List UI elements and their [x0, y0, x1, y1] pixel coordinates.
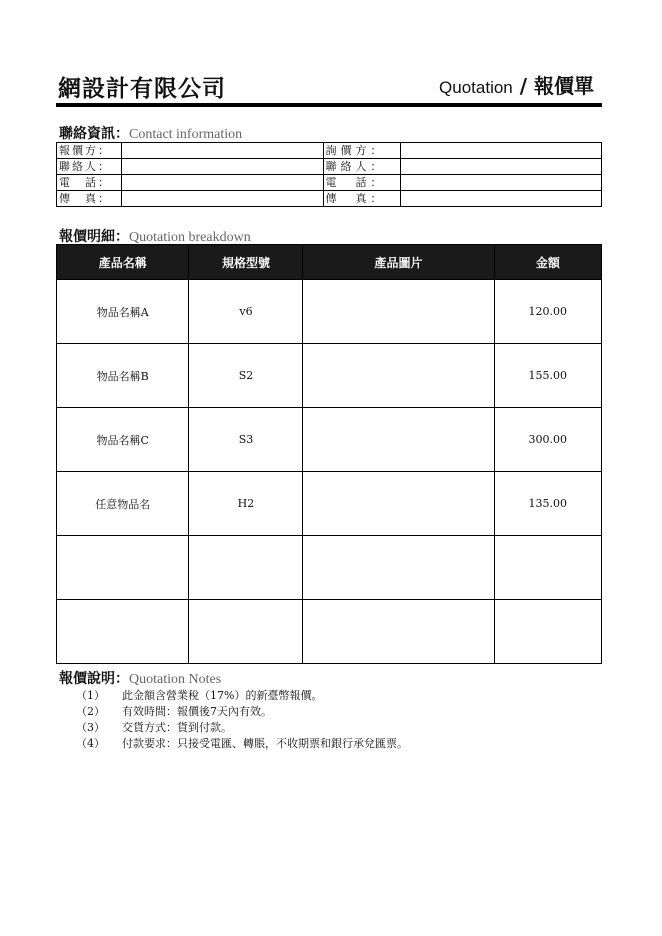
amount-cell [494, 536, 601, 600]
contact-row [57, 143, 602, 159]
note-item [76, 704, 408, 720]
contact-row [57, 191, 602, 207]
table-row [57, 408, 602, 472]
note-text: 交貨方式：貨到付款。 [122, 721, 232, 734]
contact-label: 傳 真： [57, 191, 122, 207]
contact-row [57, 159, 602, 175]
product-name-cell: 物品名稱A [57, 280, 189, 344]
contact-label: 電 話： [57, 175, 122, 191]
product-name-cell: 任意物品名 [57, 472, 189, 536]
contact-label: 聯絡人： [57, 159, 122, 175]
image-cell [303, 344, 494, 408]
amount-cell: 300.00 [494, 408, 601, 472]
contact-label: 詢價方： [323, 143, 400, 159]
table-row [57, 536, 602, 600]
contact-label: 傳 真： [323, 191, 400, 207]
notes-title-en: Quotation Notes [129, 672, 222, 687]
column-header-amount: 金額 [494, 245, 601, 280]
image-cell [303, 600, 494, 664]
note-text: 有效時間：報價後7天內有效。 [122, 705, 272, 718]
quote-title-zh: 報價明細： [59, 229, 129, 245]
title-separator: / [512, 74, 534, 98]
product-name-cell [57, 536, 189, 600]
amount-cell: 155.00 [494, 344, 601, 408]
company-name: 網設計有限公司 [58, 76, 226, 102]
table-row [57, 600, 602, 664]
amount-cell: 120.00 [494, 280, 601, 344]
amount-cell: 135.00 [494, 472, 601, 536]
model-cell [189, 600, 303, 664]
contact-value[interactable] [400, 175, 602, 191]
product-name-cell: 物品名稱C [57, 408, 189, 472]
document-header [56, 64, 602, 104]
contact-label: 聯絡人： [323, 159, 400, 175]
contact-title-zh: 聯絡資訊： [59, 126, 129, 142]
model-cell: S3 [189, 408, 303, 472]
column-header-product-name: 產品名稱 [57, 245, 189, 280]
contact-table [56, 142, 602, 207]
note-number: （3） [76, 721, 105, 734]
amount-cell [494, 600, 601, 664]
quote-title-en: Quotation breakdown [129, 230, 251, 245]
note-text: 付款要求：只接受電匯、轉賬，不收期票和銀行承兌匯票。 [122, 737, 408, 750]
model-cell: S2 [189, 344, 303, 408]
image-cell [303, 280, 494, 344]
contact-value[interactable] [400, 159, 602, 175]
contact-value[interactable] [122, 143, 324, 159]
note-number: （2） [76, 705, 105, 718]
image-cell [303, 472, 494, 536]
model-cell: v6 [189, 280, 303, 344]
note-item [76, 736, 408, 752]
header-rule [56, 103, 602, 107]
table-row [57, 472, 602, 536]
image-cell [303, 536, 494, 600]
quote-table [56, 244, 602, 664]
notes-list [76, 688, 408, 752]
contact-section-title [59, 123, 242, 143]
title-zh: 報價單 [534, 74, 594, 98]
table-row [57, 280, 602, 344]
contact-value[interactable] [400, 143, 602, 159]
note-item [76, 720, 408, 736]
contact-title-en: Contact information [129, 127, 243, 142]
document-title [439, 70, 594, 99]
contact-row [57, 175, 602, 191]
table-row [57, 344, 602, 408]
contact-value[interactable] [122, 175, 324, 191]
note-item [76, 688, 408, 704]
note-text: 此金額含營業稅（17%）的新臺幣報價。 [122, 689, 323, 702]
contact-value[interactable] [400, 191, 602, 207]
note-number: （4） [76, 737, 105, 750]
image-cell [303, 408, 494, 472]
column-header-model: 規格型號 [189, 245, 303, 280]
contact-label: 電 話： [323, 175, 400, 191]
model-cell [189, 536, 303, 600]
notes-title-zh: 報價說明： [59, 671, 129, 687]
product-name-cell [57, 600, 189, 664]
title-en: Quotation [439, 78, 513, 97]
product-name-cell: 物品名稱B [57, 344, 189, 408]
quote-header-row [57, 245, 602, 280]
model-cell: H2 [189, 472, 303, 536]
column-header-image: 產品圖片 [303, 245, 494, 280]
note-number: （1） [76, 689, 105, 702]
contact-value[interactable] [122, 191, 324, 207]
contact-label: 報價方： [57, 143, 122, 159]
quote-section-title [59, 226, 251, 246]
contact-value[interactable] [122, 159, 324, 175]
notes-section-title [59, 668, 221, 688]
